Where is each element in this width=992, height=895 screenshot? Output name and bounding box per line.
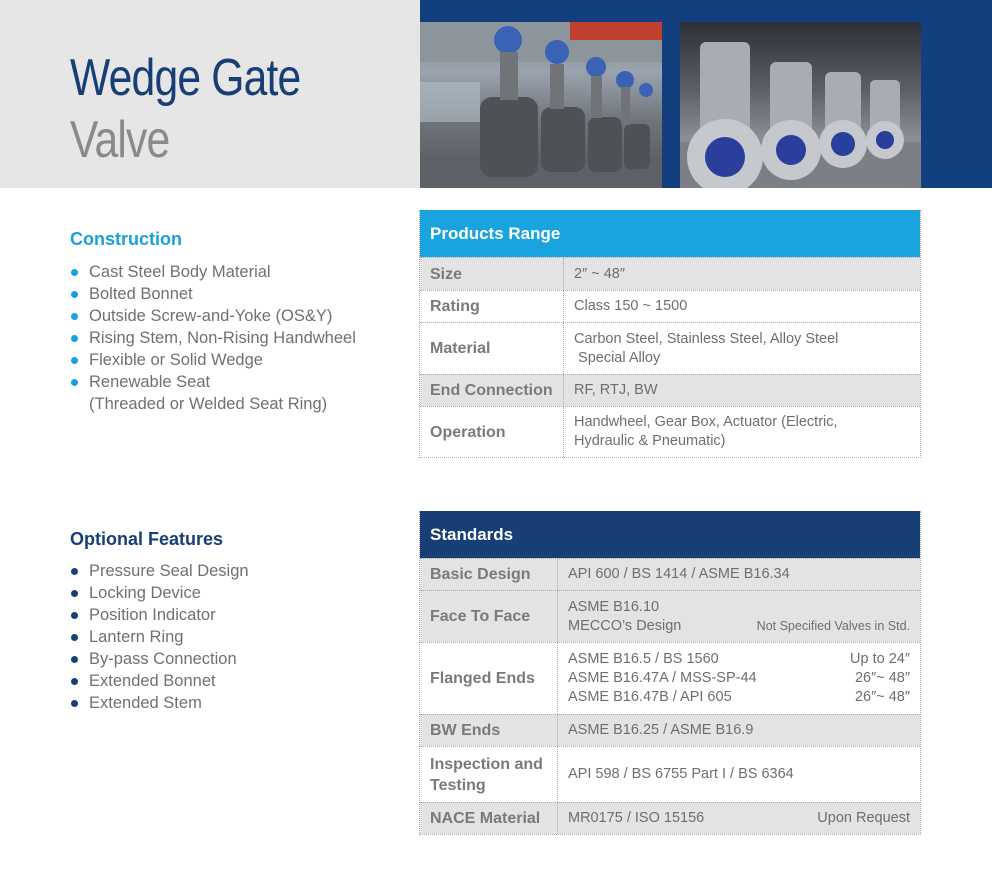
bullet-icon [71,700,78,707]
row-label: End Connection [420,375,564,406]
row-value: ASME B16.25 / ASME B16.9 [568,722,754,738]
list-item: Extended Bonnet [70,670,249,692]
row-value: ASME B16.5 / BS 1560 Up to 24″ ASME B16.47A / MSS-SP-44 26″~ 48″ ASME B16.47B / API 605 26″~ 48″ [568,651,910,705]
optional-features-heading: Optional Features [70,529,224,549]
row-value: RF, RTJ, BW [574,382,658,398]
products-range-table [419,210,921,458]
bullet-icon [71,590,78,597]
list-item: Position Indicator [70,604,249,626]
standards-table [419,511,921,835]
bullet-icon [71,357,78,364]
row-value: API 600 / BS 1414 / ASME B16.34 [568,566,790,582]
row-label: Face To Face [420,591,558,642]
construction-heading: Construction [70,229,182,249]
bullet-icon [71,568,78,575]
standards-heading: Standards [420,511,920,558]
bullet-icon [71,634,78,641]
table-row [420,406,920,457]
list-item: Outside Screw-and-Yoke (OS&Y) [70,305,356,327]
row-label: NACE Material [420,803,558,834]
row-label: Operation [420,407,564,457]
table-row [420,714,920,746]
list-item: Renewable Seat (Threaded or Welded Seat Ring) [70,371,356,415]
list-item: Extended Stem [70,692,249,714]
valve-row-photo [680,22,921,188]
bullet-icon [71,335,78,342]
bullet-icon [71,612,78,619]
row-label: Size [420,258,564,290]
list-item: Locking Device [70,582,249,604]
row-value: Handwheel, Gear Box, Actuator (Electric, Hydraulic & Pneumatic) [574,414,838,449]
table-row [420,322,920,374]
table-row [420,642,920,714]
products-range-heading: Products Range [420,210,920,257]
row-value: 2″ ~ 48″ [574,265,625,282]
row-value: ASME B16.10 MECCO’s Design Not Specified Valves in Std. [568,598,910,634]
list-item-continuation: (Threaded or Welded Seat Ring) [89,395,328,413]
list-item: Lantern Ring [70,626,249,648]
bullet-icon [71,313,78,320]
row-value: Class 150 ~ 1500 [574,298,688,314]
optional-features-list [70,560,249,714]
bullet-icon [71,379,78,386]
construction-list [70,261,356,415]
table-row [420,802,920,834]
row-label: Material [420,323,564,374]
table-row [420,558,920,590]
row-value: MR0175 / ISO 15156 Upon Request [568,810,910,826]
table-row [420,746,920,802]
row-label: Flanged Ends [420,643,558,714]
valve-factory-photo [420,22,662,188]
bullet-icon [71,656,78,663]
list-item: Cast Steel Body Material [70,261,356,283]
table-row [420,590,920,642]
row-value: Carbon Steel, Stainless Steel, Alloy Steel Special Alloy [574,330,839,366]
bullet-icon [71,269,78,276]
list-item: Pressure Seal Design [70,560,249,582]
table-row [420,374,920,406]
row-label: Basic Design [420,559,558,590]
list-item: Bolted Bonnet [70,283,356,305]
note-text: Not Specified Valves in Std. [756,618,910,633]
row-label: Rating [420,291,564,322]
row-value: API 598 / BS 6755 Part I / BS 6364 [568,766,794,782]
page-subtitle: Valve [70,111,170,169]
row-label: Inspection and Testing [420,747,558,802]
bullet-icon [71,291,78,298]
list-item: Flexible or Solid Wedge [70,349,356,371]
table-row [420,290,920,322]
table-row [420,257,920,290]
bullet-icon [71,678,78,685]
page-title: Wedge Gate [70,49,301,107]
list-item: Rising Stem, Non-Rising Handwheel [70,327,356,349]
list-item: By-pass Connection [70,648,249,670]
row-label: BW Ends [420,715,558,746]
